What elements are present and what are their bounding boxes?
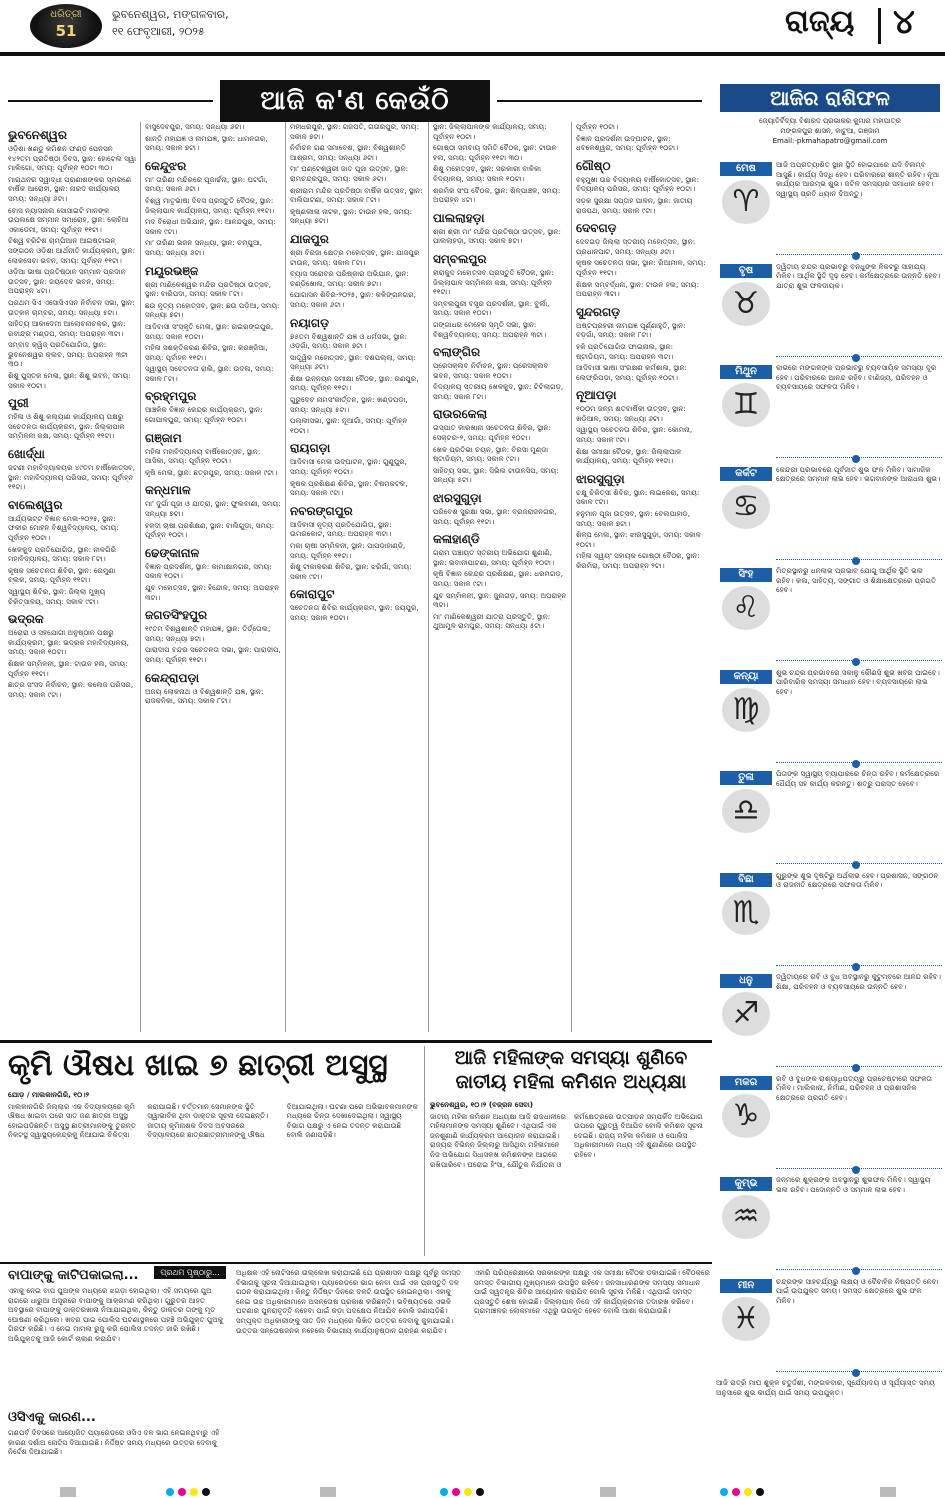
horoscope-byline [720, 116, 940, 146]
continued1-headline: ବାପାଙ୍କୁ କାଟିପକାଇଲା... [8, 1268, 139, 1283]
event-item: ବହୁମୁଖୀ ଉଚ୍ଚ ବିଦ୍ୟାଳୟ ବାର୍ଷିକୋତ୍ସବ, ସ୍ଥାନ: ବିଦ୍ୟାଳୟ ପରିସର, ସମୟ: ପୂର୍ବାହ୍ନ ୧୦ଟା। [576, 174, 700, 194]
sign-prediction: ଆଜି ଅପ୍ରତ୍ୟାଶିତ ସ୍ଥାନ ସ୍ଥିତି ହୋଇପାରେ ଯଦି ବିଲମ୍ବ ଆସୁଛି। କାର୍ଯ୍ୟ ସିଦ୍ଧି ହେବ। ପରିବାରରେ ଶାନ୍ତି ରହିବ। ନୂଆ କାର୍ଯ୍ୟର ଆରମ୍ଭ ଶୁଭ। ଜଟିଳ ସମସ୍ୟାର ସମାଧାନ ହେବ। ସ୍ୱାସ୍ଥ୍ୟ ପ୍ରତି ଧ୍ୟାନ ଦିଅନ୍ତୁ। [776, 160, 940, 198]
event-item: ଓଡ଼ିଶା ଖଣ୍ଡୁ କମିଶନ ଫଣ୍ଡ ପେନସନ ୧୪୨ତମ ପ୍ରତିଷ୍ଠା ଦିବସ, ସ୍ଥାନ: ହୋଟେଲ ସ୍ୱା ମାଲିଗୋ, ସମୟ: ପୂର୍ବାହ୍ନ ୧୦ଟା ୩୦। [8, 144, 136, 173]
district-heading: ରାଉରକେଲା [433, 407, 488, 422]
sign-prediction: ଦ୍ୱିତୀୟ ଚନ୍ଦ୍ର ପ୍ରଭାବରୁ ବନ୍ଧୁଙ୍କ ନିକଟରୁ ସାହାଯ୍ୟ ମିଳିବ। ଆର୍ଥିକ ସ୍ଥିତି ଦୃଢ଼ ହେବ। କର୍ମକ୍ଷେତ୍ରରେ ଉନ୍ନତି ହେବ। ଯାତ୍ରା ଶୁଭ ଫଳଦାୟକ। [776, 261, 941, 290]
event-item: ଆଦିବାସୀ ସଂସ୍କୃତି ମେଳା, ସ୍ଥାନ: ରାଇରଙ୍ଗପୁର, ସମୟ: ସକାଳ ୧୦ଟା। [145, 321, 274, 341]
district-heading: କେନ୍ଦ୍ରାପଡ଼ା [145, 670, 200, 685]
continued2-headline: ଓସିଏକୁ କାରଣ... [8, 1410, 96, 1425]
event-item: ମା' ଘଣ୍ଟେଶ୍ୱରୀ ଜାତ ପୂଜା ଉତ୍ସବ, ସ୍ଥାନ: ରାମଚନ୍ଦ୍ରପୁର, ସମୟ: ସକାଳ ୬ଟା। [290, 164, 409, 183]
district-heading: କନ୍ଧମାଳ [145, 483, 191, 498]
black-mark [476, 1488, 484, 1496]
sign-prediction: କେନ୍ଦ୍ରୀ ପ୍ରଭାବରେ ପୂର୍ବଜାତ ଶୁଭ ଫଳ ମିଳିବ। ସାମାଜିକ କ୍ଷେତ୍ରରେ ସମ୍ମାନ ଲାଭ ହେବ। ଭଗବାନଙ୍କ ଆରାଧନା ଶୁଭ। [776, 464, 941, 484]
district-heading: ଜଗତସିଂହପୁର [145, 608, 208, 623]
event-item: କୃଷକ ସଚେତନତା ସଭା, ସ୍ଥାନ: ରିଆମାଳ, ସମୟ: ପୂର୍ବାହ୍ନ ୧୧ଟା। [576, 258, 706, 277]
event-item: ଶିଳ୍ପ ମେଳା, ସ୍ଥାନ: ଝାରସୁଗୁଡ଼ା, ସମୟ: ସକାଳ ୧୦ଟା। [576, 530, 701, 549]
sign-name: କୁମ୍ଭ [720, 1177, 772, 1191]
sign-name: କନ୍ୟା [720, 670, 772, 684]
yellow-mark [744, 1488, 752, 1496]
separator-dot [852, 455, 860, 463]
event-item: କୃଷ୍ଣଲୀଳା ନାଟକ, ସ୍ଥାନ: ଟାଉନ ହଲ, ସମୟ: ସନ୍ଧ୍ୟା ୭ଟା। [290, 206, 413, 226]
event-item: ବ୍ୟାସ ସରୋବର ପରିଷ୍କାର ଅଭିଯାନ, ସ୍ଥାନ: ଚଣ୍ଡିଖୋଲ, ସମୟ: ସକାଳ ୭ଟା। [290, 269, 409, 288]
event-item: ପ୍ରଥମ ସିଏ ଏସୋସିଏସନ ନିର୍ବାଚନ ସଭା, ସ୍ଥାନ: ଉତ୍କଳ ଚାମ୍ବର, ସମୟ: ସନ୍ଧ୍ୟା ୫ଟା। [8, 297, 135, 317]
district-heading: ଗଞ୍ଜାମ [145, 430, 182, 445]
column-divider [140, 122, 141, 1032]
zodiac-icon: ♐ [722, 992, 770, 1036]
header-rule [0, 52, 945, 56]
event-item: ମହିଳା ଓ ଶିଶୁ କଲ୍ୟାଣ କାର୍ଯ୍ୟାଳୟ ପକ୍ଷରୁ ସଚେତନତା କାର୍ଯ୍ୟକ୍ରମ, ସ୍ଥାନ: ଜିଲ୍ଲାପାଳ ସମ୍ମିଳନୀ କକ୍ଷ, ସମୟ: ପୂର୍ବାହ୍ନ ୧୧ଟା। [8, 412, 125, 441]
zodiac-icon: ♏ [722, 891, 770, 935]
sign-name: ମକର [720, 1076, 772, 1090]
event-item: ସ୍ଥାନ: ଜିଲ୍ଲାପାଳଙ୍କ କାର୍ଯ୍ୟାଳୟ, ସମୟ: ପୂର୍ବାହ୍ନ ୧୦ଟା। [433, 122, 547, 141]
separator-dot [852, 1064, 860, 1072]
event-item: ବିଶ୍ୱ ବ୍ରିଟିଶ ଚାମ୍ପିଆନ ଆଇଷ୍ଟାଇନ୍ ସଙ୍ଗଠନ ଓଡ଼ିଶା ଆର୍ଥନୀତି କାର୍ଯ୍ୟକ୍ରମ, ସ୍ଥାନ: ଲୋକସେବା ଭବନ, ସମୟ: ପୂର୍ବାହ୍ନ ୧୧ଟା। [8, 236, 135, 265]
page-number: ୪ [893, 2, 915, 42]
sign-name: ସିଂହ [720, 568, 772, 582]
events-column-3 [290, 122, 424, 1034]
zodiac-icon: ♋ [722, 485, 770, 529]
district-heading: ନୟାଗଡ଼ [290, 315, 330, 330]
magenta-mark [178, 1488, 186, 1496]
sign-name: ମେଷ [720, 162, 772, 176]
print-bar [320, 1487, 336, 1497]
event-item: ସଡ଼କ ସୁରକ୍ଷା ସପ୍ତାହ ପାଳନ, ସ୍ଥାନ: ଜାତୀୟ ରାଜପଥ, ସମୟ: ସକାଳ ୯ଟା। [576, 195, 693, 215]
story1-byline: ଯୋଡ଼ / ମାଲକାନଗିରି, ୧୦।୨ [8, 1090, 90, 1099]
cyan-mark [166, 1488, 174, 1496]
district-heading: ରାୟଗଡ଼ା [290, 441, 331, 456]
separator-dot [852, 658, 860, 666]
events-column-5 [576, 122, 706, 1034]
zodiac-icon: ♉ [722, 282, 770, 326]
sign-prediction: ରବି ଓ ବୁଧଙ୍କ ରାଶ୍ୟାଧିପତ୍ୟରୁ ପ୍ରଚେଷ୍ଟାରେ ସଫଳତା ମିଳିବ। ମାଲିକାନା, ନିର୍ମାଣ, ପରିବହନ ଓ ପ୍ରଶାସନିକ କ୍ଷେତ୍ରରେ ପ୍ରଗତି ହେବ। [776, 1073, 933, 1102]
event-item: ସଚେତନତା ଶିବିର କାର୍ଯ୍ୟକ୍ରମ, ସ୍ଥାନ: ଜୟପୁର, ସମୟ: ସକାଳ ୧୦ଟା। [290, 603, 419, 622]
story2-byline: ଭୁବନେଶ୍ୱର, ୧୦।୨ (ବଜ୍ରନ ସେବା) [430, 1100, 534, 1109]
heading-rule-left [8, 100, 213, 102]
event-item: ମହୀଧରପୁର, ସ୍ଥାନ: ଗଜପତି, ଗଉରପୁର, ସମୟ: ସକାଳ ୭ଟା। [290, 122, 420, 141]
district-heading: ଭଦ୍ରକ [8, 612, 44, 627]
sign-prediction: ଲାଭରେ ମଙ୍ଗଳଙ୍କ ପ୍ରଭାବରୁ ବ୍ୟବସାୟିକ ସମସ୍ୟା ଦୂର ହେବ। ପରିବାରରେ ଆନନ୍ଦ ରହିବ। ବାଣିଜ୍ୟ, ପରିବହନ ଓ ବ୍ୟବସାୟରେ ସଫଳତା ମିଳିବ। [776, 363, 937, 392]
zodiac-icon: ♊ [722, 383, 770, 427]
story2-body-wrap [430, 1100, 710, 1258]
event-item: ବୋସ ନ୍ୟାସନାଲ ସୋସାଇଟି ମାନଙ୍କ ଉପଲକ୍ଷେ ସମ୍ମାନ ସମାରୋହ, ସ୍ଥାନ: ଲୋହିଆ ଏକାଡେମୀ, ସମୟ: ପୂର୍ବାହ୍ନ ୧୧ଟା। [8, 205, 129, 234]
separator-dot [852, 557, 860, 565]
sign-name: କର୍କଟ [720, 467, 772, 481]
event-item: ମଦ ବିରୋଧୀ ଅଭିଯାନ, ସ୍ଥାନ: ଆନନ୍ଦପୁର, ସମୟ: ସକାଳ ୯ଟା। [145, 217, 276, 236]
story4-body: ଏହାରି ପରିପ୍ରେକ୍ଷୀରେ ସରକାରଙ୍କ ପକ୍ଷରୁ ଏକ ସମୀକ୍ଷା ବୈଠକ ଡକାଯାଇଛି। ବୈଠକରେ ସମସ୍ତ ବିଭାଗୀୟ ମୁଖ୍ୟମାନେ ଉପସ୍ଥିତ ରହିବେ। ଜନସାଧାରଣଙ୍କ ସମସ୍ୟା ସମାଧାନ ପାଇଁ ସ୍ୱତନ୍ତ୍ର ଶିବିର ଆୟୋଜନ କରାଯିବ ବୋଲି ସୂଚନା ମିଳିଛି। ଏଥିପାଇଁ ସମସ୍ତ ପ୍ରସ୍ତୁତି ଶେଷ ହୋଇଛି। ଜିଲ୍ଲାପାଳ ନିଜେ ଏହି କାର୍ଯ୍ୟକ୍ରମର ତଦାରଖ କରିବେ। ଗ୍ରାମାଞ୍ଚଳର ଲୋକମାନେ ଏଥିରୁ ଉପକୃତ ହେବେ ବୋଲି ଆଶା କରାଯାଉଛି। [474, 1268, 710, 1316]
horoscope-sign [716, 1175, 944, 1275]
dateline-place: ଭୁବନେଶ୍ୱର, ମଙ୍ଗଳବାର, [112, 8, 229, 21]
print-marks [0, 1470, 945, 1498]
event-item: ଅଜୟ ଲୋକନାଥ ଓ ବିଶ୍ୱଶାନ୍ତି ଯଜ୍ଞ, ସ୍ଥାନ: ରାଜକନିକା, ସମୟ: ସକାଳ ୮ଟା। [145, 686, 264, 706]
horoscope-title: ଆଜିର ରାଶିଫଳ [720, 84, 940, 112]
event-item: ଛଉ ନୃତ୍ୟ ମହୋତ୍ସବ, ସ୍ଥାନ: ଛଉ ପଡ଼ିଆ, ସମୟ: ସନ୍ଧ୍ୟା ୭ଟା। [145, 300, 280, 320]
story2-headline: ଆଜି ମହିଳାଙ୍କ ସମସ୍ୟା ଶୁଣିବେ ଜାତୀୟ ମହିଳା କମିଶନ ଅଧ୍ୟକ୍ଷା [454, 1047, 688, 1093]
stories-rule [0, 1040, 712, 1043]
event-item: ଶ୍ରୀ ଶ୍ରୀ ମା' ମନ୍ଦିର ପ୍ରତିଷ୍ଠା ଉତ୍ସବ, ସ୍ଥାନ: ପାଲଲାହଡ଼ା, ସମୟ: ସକାଳ ୭ଟା। [433, 226, 561, 246]
continued-rule [0, 1262, 712, 1264]
event-item: ଗ୍ରାମ ପଞ୍ଚାୟତ ସ୍ତରୀୟ ଅଭିଯୋଗ ଶୁଣାଣି, ସ୍ଥାନ: ଭବାନୀପାଟଣା, ସମୟ: ପୂର୍ବାହ୍ନ ୧୦ଟା। [433, 548, 555, 567]
event-item: ବିଜ୍ଞାନ ପ୍ରଦର୍ଶନୀ ଉଦ୍‌ଘାଟନ, ସ୍ଥାନ: ଧବଳେଶ୍ୱର, ସମୟ: ପୂର୍ବାହ୍ନ ୧୦ଟା। [576, 133, 679, 153]
event-item: ଶାନ୍ତି ମହାଯଜ୍ଞ ଓ ନାମଯଜ୍ଞ, ସ୍ଥାନ: ଧାମନଗର, ସମୟ: ସକାଳ ୭ଟା। [145, 133, 268, 153]
sign-prediction: ଶୁଭ ଚନ୍ଦ୍ର ପ୍ରଭାବରେ ସକାଳୁ କୌଣସି ଶୁଭ ଖବର ପାଇବେ। ପାରିବାରିକ ସମସ୍ୟା ସମାଧାନ ହେବ। ବ୍ୟବସାୟରେ ଲାଭ ହେବ। [776, 667, 940, 696]
district-heading: ନବରଙ୍ଗପୁର [290, 503, 353, 518]
event-item: ମକା ଚାଷୀ ସମ୍ମିଳନୀ, ସ୍ଥାନ: ପାପଡ଼ାହାଣ୍ଡି, ସମୟ: ପୂର୍ବାହ୍ନ ୧୧ଟା। [290, 541, 406, 560]
event-item: ସ୍ୱାସ୍ଥ୍ୟ ଶିବିର, ସ୍ଥାନ: ଜିଲ୍ଲା ମୁଖ୍ୟ ଚିକିତ୍ସାଳୟ, ସମୟ: ସକାଳ ୯ଟା। [8, 586, 106, 606]
sign-name: ମିଥୁନ [720, 365, 772, 379]
event-item: ଗୋଷ୍ଠୀ ସମବାୟ ସମିତି ବୈଠକ, ସ୍ଥାନ: ଟାଉନ ହଲ, ସମୟ: ପୂର୍ବାହ୍ନ ୧୧ଟା ୩୦। [433, 143, 557, 162]
event-item: ମା' ତାରିଣୀ ମନ୍ଦିରରେ ପୂଜାର୍ଚ୍ଚନା, ସ୍ଥାନ: ଘଟଗାଁ, ସମୟ: ସକାଳ ୬ଟା। [145, 174, 268, 194]
main-heading: ଆଜି କ'ଣ କେଉଁଠି [220, 80, 490, 122]
heading-rule-right [497, 100, 702, 102]
event-item: ମହିଳା ମହାବିଦ୍ୟାଳୟ ବାର୍ଷିକୋତ୍ସବ, ସ୍ଥାନ: ଆସିକା, ସମୟ: ପୂର୍ବାହ୍ନ ୧୦ଟା। [145, 446, 261, 466]
district-heading: ପାଲଲାହଡ଼ା [433, 210, 485, 225]
event-item: ପୂର୍ବାହ୍ନ ୧୦ଟା। [576, 122, 619, 131]
story1-body-wrap [8, 1090, 418, 1258]
separator-dot [852, 1267, 860, 1275]
event-item: ସାହିତ୍ୟ ଆକାଦେମୀ ଆଲୋଚନାଚକ୍ର, ସ୍ଥାନ: ରବୀନ୍ଦ୍ର ମଣ୍ଡପ, ସମୟ: ଅପରାହ୍ନ ୩ଟା। [8, 319, 126, 338]
event-item: ଶିକ୍ଷକ ସମ୍ମିଳନୀ, ସ୍ଥାନ: ଟାଉନ ହଲ, ସମୟ: ପୂର୍ବାହ୍ନ ୧୧ଟା। [8, 658, 128, 678]
horoscope-sign [716, 566, 944, 666]
dateline [112, 6, 229, 40]
column-divider [424, 1046, 425, 1256]
events-column-2 [145, 122, 281, 1034]
dateline-date: ୧୧ ଫେବୃଆରୀ, ୨୦୨୫ [112, 25, 205, 38]
zodiac-icon: ♑ [722, 1094, 770, 1138]
black-mark [756, 1488, 764, 1496]
sign-name: ବିଛା [720, 873, 772, 887]
event-item: ଆଦିବାସୀ ମେଳା ଉଦ୍‌ଘାଟନ, ସ୍ଥାନ: ଗୁଣୁପୁର, ସମୟ: ପୂର୍ବାହ୍ନ ୧୦ଟା। [290, 457, 407, 477]
event-item: କୃଷକ ପ୍ରଶିକ୍ଷଣ ଶିବିର, ସ୍ଥାନ: ବିଷମକଟକ, ସମୟ: ସକାଳ ୯ଟା। [290, 478, 408, 498]
event-item: ଓଡ଼ିଆ ଭାଷା ପ୍ରତିଷ୍ଠାନ ସମ୍ମାନ ପ୍ରଦାନ ଉତ୍ସବ, ସ୍ଥାନ: ଜୟଦେବ ଭବନ, ସମୟ: ଅପରାହ୍ନ ୪ଟା। [8, 267, 126, 296]
story2-body: ଜାତୀୟ ମହିଳା କମିଶନ ଅଧ୍ୟକ୍ଷା ଆଜି ରାଜଧାନୀରେ ମହିଳାମାନଙ୍କ ସମସ୍ୟା ଶୁଣିବେ। ଏଥିପାଇଁ ଏକ ଜନଶୁଣାଣି କାର୍ଯ୍ୟକ୍ରମ ଆୟୋଜନ କରାଯାଇଛି। ରାଜ୍ୟର ବିଭିନ୍ନ ଜିଲ୍ଲାରୁ ଆସିଥିବା ମହିଳାମାନେ ନିଜ ଅଭିଯୋଗ ସିଧାସଳଖ କମିଶନଙ୍କ ଆଗରେ ରଖିପାରିବେ। ଘରୋଇ ହିଂସା, ଯୌତୁକ ନିର୍ଯାତନା ଓ କର୍ମକ୍ଷେତ୍ରରେ ଉତ୍ପୀଡ଼ନ ସମ୍ପର୍କିତ ଅଭିଯୋଗ ଉପରେ ଗୁରୁତ୍ୱ ଦିଆଯିବ ବୋଲି କମିଶନ ସୂଚନା ଦେଇଛି। ରାଜ୍ୟ ମହିଳା କମିଶନ ଓ ପୋଲିସ ଅଧିକାରୀମାନେ ମଧ୍ୟ ଏହି ଶୁଣାଣିରେ ଉପସ୍ଥିତ ରହିବେ। [430, 1111, 703, 1169]
event-item: ମା' ତାରିଣୀ ଭଜନ ସନ୍ଧ୍ୟା, ସ୍ଥାନ: ଚମ୍ପୁଆ, ସମୟ: ସନ୍ଧ୍ୟା ୬ଟା। [145, 238, 263, 257]
continued1-body: ଏହାକୁ ନେଇ ବାପ ପୁଅଙ୍କ ମଧ୍ୟରେ ଝଗଡ଼ା ହୋଇଥିଲା। ଏହି ସମୟରେ ପୁଅ ରାଗରେ ଧାରୁଆ ଅସ୍ତ୍ରରେ ବାପାଙ୍କୁ ଆକ୍ରମଣ କରିଥିଲା। ଗୁରୁତର ଆହତ ଅବସ୍ଥାରେ ବାପାଙ୍କୁ ଡାକ୍ତରଖାନା ନିଆଯାଇଥିଲା, କିନ୍ତୁ ଡାକ୍ତର ତାଙ୍କୁ ମୃତ ଘୋଷଣା କରିଥିଲେ। ଖବର ପାଇ ପୋଲିସ ଘଟଣାସ୍ଥଳରେ ପହଞ୍ଚି ଅଭିଯୁକ୍ତ ପୁଅକୁ ଗିରଫ କରିଛି। ଏ ନେଇ ମାମଲା ରୁଜୁ କରି ପୋଲିସ ତଦନ୍ତ ଜାରି ରଖିଛି। ଅଭିଯୁକ୍ତକୁ ଆଜି କୋର୍ଟ ଚାଲାଣ କରାଯିବ। [8, 1286, 224, 1343]
event-item: ଶିଶୁ ମହୋତ୍ସବ, ସ୍ଥାନ: ସରକାରୀ ବାଳିକା ବିଦ୍ୟାଳୟ, ସମୟ: ସକାଳ ୧୦ଟା। [433, 164, 542, 183]
separator-dot [852, 252, 860, 260]
district-heading: ଝାରସୁଗୁଡ଼ା [433, 491, 482, 506]
column-divider [285, 122, 286, 1032]
event-item: ଶିକ୍ଷା ସମୀକ୍ଷା ବୈଠକ, ସ୍ଥାନ: ଜିଲ୍ଲାପାଳ କାର୍ଯ୍ୟାଳୟ, ସମୟ: ପୂର୍ବାହ୍ନ ୧୧ଟା। [576, 446, 682, 466]
zodiac-icon: ♒ [722, 1195, 770, 1239]
event-item: ଶ୍ରୀରାମ ମନ୍ଦିର ପ୍ରତିଷ୍ଠା ବାର୍ଷିକ ଉତ୍ସବ, ସ୍ଥାନ: ବାଲିପାଟଣା, ସମୟ: ସକାଳ ୮ଟା। [290, 185, 423, 205]
district-heading: କଳାହାଣ୍ଡି [433, 532, 480, 547]
district-heading: ବ୍ରହ୍ମପୁର [145, 389, 197, 404]
yellow-mark [190, 1488, 198, 1496]
event-item: ହକି ପ୍ରତିଯୋଗିତା ଫାଇନାଲ, ସ୍ଥାନ: ଷ୍ଟାଡିୟମ, ସମୟ: ଅପରାହ୍ନ ୩ଟା। [576, 341, 674, 361]
horoscope-sign [716, 871, 944, 971]
event-item: ଶ୍ରୀ ବିରଜା କ୍ଷେତ୍ର ମହୋତ୍ସବ, ସ୍ଥାନ: ଯାଜପୁର ଟାଉନ, ସମୟ: ସକାଳ ୮ଟା। [290, 247, 420, 267]
sign-prediction: ଜନ୍ମରେ ଶୁକ୍ରଙ୍କ ଅବସ୍ଥାନରୁ ଶୁଭଫଳ ମିଳିବ। ସ୍ୱାସ୍ଥ୍ୟ ଭଲ ରହିବ। ପଦୋନ୍ନତି ଓ ସମ୍ମାନ ଲାଭ ହେବ। [776, 1175, 931, 1194]
events-column-4 [433, 122, 567, 1034]
event-item: ପଲ୍ଲୀସଭା, ସ୍ଥାନ: ନୂଆଗାଁ, ସମୟ: ପୂର୍ବାହ୍ନ ୧୦ଟା। [290, 416, 408, 435]
district-heading: ଦେବଗଡ଼ [576, 221, 617, 236]
separator-dot [852, 1166, 860, 1174]
events-column-1 [8, 122, 136, 1034]
district-heading: ବାଲେଶ୍ୱର [8, 497, 63, 512]
district-heading: ସମ୍ବଲପୁର [433, 251, 487, 266]
separator-dot [852, 1369, 860, 1377]
district-heading: ଝାରସୁଗୁଡ଼ା [576, 471, 625, 486]
event-item: ଶିଶୁ ଟୀକାକରଣ ଶିବିର, ସ୍ଥାନ: ଝରିଗାଁ, ସମୟ: ସକାଳ ୯ଟା। [290, 562, 412, 581]
horoscope-sign [716, 1277, 944, 1377]
separator-dot [852, 861, 860, 869]
event-item: ମାରାଥନର ସ୍ୱାଦ୍ଧୀ ପ୍ରାଣୀଶଙ୍କର ସ୍ମରଣେ ବାର୍ଷିକ ଆରୋହୀ, ସ୍ଥାନ: ନାରଦ କାର୍ଯ୍ୟାଳୟ ସମୟ: ସନ୍ଧ୍ୟା ୬ଟା। [8, 174, 132, 203]
event-item: ହଳଦୀ ଚାଷୀ ପ୍ରଶିକ୍ଷଣ, ସ୍ଥାନ: ବାଲିଗୁଡ଼ା, ସମୟ: ପୂର୍ବାହ୍ନ ୧୦ଟା। [145, 520, 275, 540]
print-bar [600, 1487, 616, 1497]
astrologer-address: ମଙ୍ଗଳପୁର ଶାସନ, କାଟୁଆ, ଗଞ୍ଜାମ [780, 127, 880, 135]
astrologer-name: ଜ୍ୟୋତିର୍ବିଦ୍ୟା ବିଶାରଦ ପ୍ରଭାକର କୁମାର ମହାପାତ୍ର [759, 117, 901, 125]
print-bar [880, 1487, 896, 1497]
event-item: ଶ୍ରୀ ମାଣିକେଶ୍ୱର ମନ୍ଦିର ପ୍ରତିଷ୍ଠା ଉତ୍ସବ, ସ୍ଥାନ: ବାରିପଦା, ସମୟ: ସକାଳ ୮ଟା। [145, 279, 272, 299]
yellow-mark [464, 1488, 472, 1496]
zodiac-icon: ♓ [722, 1297, 770, 1341]
continued-tag: ପ୍ରଥମ ପୃଷ୍ଠାରୁ... [154, 1266, 226, 1279]
sign-prediction: ପିତାଙ୍କ ସ୍ୱାସ୍ଥ୍ୟ ବ୍ୟାପାରରେ ଚିନ୍ତା ରହିବ। କର୍ମକ୍ଷେତ୍ରରେ ଧୈର୍ଯ୍ୟ ସହ କାର୍ଯ୍ୟ କରନ୍ତୁ। ଶତ୍ରୁ ପରାସ୍ତ ହେବେ। [776, 769, 940, 788]
event-item: ଆଞ୍ଚଳିକ ବିଜ୍ଞାନ କେନ୍ଦ୍ର କାର୍ଯ୍ୟକ୍ରମ, ସ୍ଥାନ: ଗୋପାଳପୁର, ସମୟ: ପୂର୍ବାହ୍ନ ୧୦ଟା। [145, 405, 263, 425]
event-item: ହନୁମାନ ପୂଜା ଉତ୍ସବ, ସ୍ଥାନ: ବେଲପାହାଡ଼, ସମୟ: ସକାଳ ୭ଟା। [576, 509, 691, 528]
separator-dot [852, 354, 860, 362]
event-item: ୭୫ତମ ବିଶ୍ୱଶାନ୍ତି ଯଜ୍ଞ ଓ ଧର୍ମସଭା, ସ୍ଥାନ: ଓଡ଼଼ଗାଁ, ସମୟ: ସକାଳ ୭ଟା। [290, 331, 408, 351]
event-item: ମହିଳା ସ୍ୱୟଂ ସହାୟକ ଗୋଷ୍ଠୀ ବୈଠକ, ସ୍ଥାନ: କିରମିରା, ସମୟ: ଅପରାହ୍ନ ୨ଟା। [576, 551, 700, 570]
district-heading: ନୂଆପଡ଼ା [576, 388, 617, 403]
zodiac-icon: ♍ [722, 688, 770, 732]
continued2-body: ଗଣପର୍ବ ଦିବସରେ ଆୟୋଜିତ ପ୍ୟାରେଡରେ ଓସିଏ ଦଳ ଭାଗ ନେଇନଥିବାରୁ ଏହି କାରଣ ଦର୍ଶାଅ ନୋଟିସ ଦିଆଯାଇଛି। ନିର୍ଦ୍ଦିଷ୍ଟ ସମୟ ମଧ୍ୟରେ ଉତ୍ତର ଦେବାକୁ ନିର୍ଦ୍ଦେଶ ଦିଆଯାଇଛି। [8, 1428, 220, 1457]
event-item: ଇସ୍ପାତ କାରଖାନା ସଚେତନତା ଶିବିର, ସ୍ଥାନ: ସେକ୍ଟର-୨, ସମୟ: ପୂର୍ବାହ୍ନ ୧୦ଟା। [433, 423, 551, 443]
event-item: ବାସୁଦେବପୁର, ସମୟ: ସନ୍ଧ୍ୟା ୬ଟା। [145, 122, 245, 131]
event-item: ଯୁବ ମହୋତ୍ସବ, ସ୍ଥାନ: ହିନ୍ଦୋଳ, ସମୟ: ଅପରାହ୍ନ ୩ଟା। [145, 583, 280, 602]
district-heading: ଯାଜପୁର [290, 231, 329, 246]
event-item: ସାହିତ୍ୟ ସଭା, ସ୍ଥାନ: ସିଭିଲ ଟାଉନସିପ, ସମୟ: ସନ୍ଧ୍ୟା ୫ଟା। [433, 465, 559, 485]
district-heading: ଖୋର୍ଦ୍ଧା [8, 447, 45, 462]
event-item: ନିର୍ବାଚନ ଗଣ ସମାବେଶ, ସ୍ଥାନ: ବିଶ୍ୱଶାନ୍ତି ଆଶ୍ରମ, ସମୟ: ସନ୍ଧ୍ୟା ୬ଟା। [290, 143, 406, 162]
event-item: ଜଟଣୀ ମହାବିଦ୍ୟାଳୟର ୪୯ତମ ବାର୍ଷିକୋତ୍ସବ, ସ୍ଥାନ: ମହାବିଦ୍ୟାଳୟ ପରିସର, ସମୟ: ପୂର୍ବାହ୍ନ ୧୧ଟା। [8, 463, 136, 492]
cyan-mark [720, 1488, 728, 1496]
event-item: ଅରୋରା ଓ ସହଯୋଗୀ ଅନୁଷ୍ଠାନ ପକ୍ଷରୁ କାର୍ଯ୍ୟକ୍ରମ, ସ୍ଥାନ: ଭଦ୍ରକ ମହାବିଦ୍ୟାଳୟ, ସମୟ: ସକାଳ ୧୦ଟା। [8, 628, 129, 657]
district-heading: ଗୌଷ୍ଠ [576, 158, 611, 173]
sign-prediction: ଗୁରୁଙ୍କ ଶୁଭ ଦୃଷ୍ଟିରୁ ଅର୍ଥଲାଭ ହେବ। ପ୍ରଶାସନ, ସଙ୍ଗଠନ ଓ ରାଜନୀତି କ୍ଷେତ୍ରରେ ସଫଳତା ମିଳିବ। [776, 870, 939, 890]
black-mark [202, 1488, 210, 1496]
event-item: ସାତ୍ତ୍ୱିକ ମହୋତ୍ସବ, ସ୍ଥାନ: ଦଶପଲ୍ଲା, ସମୟ: ସନ୍ଧ୍ୟା ୬ଟା। [290, 352, 416, 372]
event-item: ବିଜ୍ଞାନ ପ୍ରଦର୍ଶନୀ, ସ୍ଥାନ: କାମାକ୍ଷାନଗର, ସମୟ: ସକାଳ ୧୦ଟା। [145, 561, 272, 581]
print-bar [60, 1487, 76, 1497]
magenta-mark [732, 1488, 740, 1496]
event-item: ୧୯ତମ ବିଶ୍ୱଶାନ୍ତି ମହାଯଜ୍ଞ, ସ୍ଥାନ: ତିର୍ତ୍ତୋଲ, ସମୟ: ସନ୍ଧ୍ୟା ୭ଟା। [145, 624, 271, 643]
sign-prediction: ମିତ୍ରସ୍ଥାନରୁ ଧନଲାଭ ପ୍ରଭାବ ଯୋଗୁ ଆର୍ଥିକ ସ୍ଥିତି ଭଲ ରହିବ। କଳା, ସାହିତ୍ୟ, ସଙ୍ଗୀତ ଓ ଶିକ୍ଷାକ୍ଷେତ୍ରରେ ପ୍ରଗତି ହେବ। [776, 566, 937, 595]
logo-text: ଧରିତ୍ରୀ [50, 9, 82, 20]
event-item: ଆଦିବାସୀ ଭାଷା ସଂରକ୍ଷଣ କର୍ମଶାଳା, ସ୍ଥାନ: ଲେଫ୍ରିପଡ଼ା, ସମୟ: ପୂର୍ବାହ୍ନ ୧୦ଟା। [576, 363, 687, 382]
event-item: ପ୍ରେସକ୍ଲବ ନିର୍ବାଚନ, ସ୍ଥାନ: ପ୍ରେସକ୍ଲବ ଭବନ, ସମୟ: ସକାଳ ୧୦ଟା। [433, 361, 549, 380]
event-item: ଗଙ୍ଗାଧର ମେହେର ସ୍ମୃତି ସଭା, ସ୍ଥାନ: ବିଶ୍ୱବିଦ୍ୟାଳୟ, ସମୟ: ଅପରାହ୍ନ ୩ଟା। [433, 319, 547, 339]
horoscope-sign [716, 262, 944, 362]
event-item: ଶିକ୍ଷକ ସମ୍ବର୍ଦ୍ଧନା, ସ୍ଥାନ: ଟାଉନ ହଲ, ସମୟ: ଅପରାହ୍ନ ୩ଟା। [576, 279, 700, 299]
sign-name: ତୁଳା [720, 771, 772, 785]
event-item: ମହିଳା ସଶକ୍ତିକରଣ ଶିବିର, ସ୍ଥାନ: କରଞ୍ଜିଆ, ସମୟ: ପୂର୍ବାହ୍ନ ୧୧ଟା। [145, 343, 268, 362]
event-item: ହୀରାକୁଦ ମହୋତ୍ସବ ପ୍ରସ୍ତୁତି ବୈଠକ, ସ୍ଥାନ: ଜିଲ୍ଲାପାଳ ସମ୍ମିଳନୀ କକ୍ଷ, ସମୟ: ପୂର୍ବାହ୍ନ ୧୧ଟା। [433, 267, 554, 297]
event-item: ଅଷ୍ଟପ୍ରହରୀ ନାମଯଜ୍ଞ ପୂର୍ଣ୍ଣାହୁତି, ସ୍ଥାନ: ବଡ଼ଗାଁ, ସମୟ: ସକାଳ ୮ଟା। [576, 320, 686, 340]
horoscope-footer: ଆଜି ରାତ୍ରି ମାଘ ଶୁକ୍ଳ ଚତୁର୍ଦ୍ଦଶୀ, ମଙ୍ଗଳବାର, ସୂର୍ଯ୍ୟୋଦୟ ଓ ସୂର୍ଯ୍ୟାସ୍ତ ସମୟ ଅନୁସାରେ ଶୁଭ କାର୍ଯ୍ୟ ପାଇଁ ସମୟ ଉପଯୁକ୍ତ। [716, 1378, 935, 1397]
zodiac-icon: ♎ [722, 789, 770, 833]
event-item: ଆଦିବାସୀ ନୃତ୍ୟ ପ୍ରତିଯୋଗିତା, ସ୍ଥାନ: ଉମରକୋଟ, ସମୟ: ଅପରାହ୍ନ ୩ଟା। [290, 519, 392, 539]
sign-prediction: ଦ୍ୱିତୀୟରେ ରବି ଓ ବୁଧ ଅବସ୍ଥାନରୁ କୁଟୁମ୍ବରେ ଆନନ୍ଦ ରହିବ। ଶିକ୍ଷା, ପରିବହନ ଓ ବ୍ୟବସାୟରେ ଉନ୍ନତି ହେବ। [776, 972, 942, 991]
event-item: କୃଷକ ସଚେତନତା ଶିବିର, ସ୍ଥାନ: ରେମୁଣା ବ୍ଲକ, ସମୟ: ପୂର୍ବାହ୍ନ ୧୧ଟା। [8, 565, 116, 585]
divider [878, 8, 881, 44]
event-item: ଖେଳ ପ୍ରତିଭା ଚୟନ, ସ୍ଥାନ: ବିରସା ମୁଣ୍ଡା ଷ୍ଟାଡିୟମ, ସମୟ: ସକାଳ ୯ଟା। [433, 444, 549, 464]
event-item: ପରିବେଶ ସୁରକ୍ଷା ସଭା, ସ୍ଥାନ: ବ୍ରଜରାଜନଗର, ସମୟ: ପୂର୍ବାହ୍ନ ୧୧ଟା। [433, 507, 557, 526]
event-item: ମା' ଦୁର୍ଗା ପୂଜା ଓ ଯାତ୍ରା, ସ୍ଥାନ: ଫୁଲବାଣୀ, ସମୟ: ସନ୍ଧ୍ୟା ୭ଟା। [145, 499, 281, 519]
column-divider [571, 122, 572, 1032]
column-divider [428, 122, 429, 1032]
district-heading: ପୁରୀ [8, 396, 29, 411]
event-item: ସମ୍ବଲପୁରୀ ବସ୍ତ୍ର ପ୍ରଦର୍ଶନୀ, ସ୍ଥାନ: ବୁର୍ଲା, ସମୟ: ସକାଳ ୧୦ଟା। [433, 298, 550, 318]
event-item: ଦେବଗଡ଼ ଜିଲ୍ଲା ସ୍ତରୀୟ ମହୋତ୍ସବ, ସ୍ଥାନ: ପ୍ରଧାନପାଟ, ସମୟ: ସନ୍ଧ୍ୟା ୬ଟା। [576, 237, 696, 256]
zodiac-icon: ♈ [722, 180, 770, 224]
horoscope-sign [716, 160, 944, 260]
event-item: ବିଶ୍ୱ ମାତୃଭାଷା ଦିବସ ପ୍ରସ୍ତୁତି ବୈଠକ, ସ୍ଥାନ: ଜିଲ୍ଲାପାଳ କାର୍ଯ୍ୟାଳୟ, ସମୟ: ପୂର୍ବାହ୍ନ ୧୧ଟା। [145, 195, 275, 215]
sign-name: ବୃଷ [720, 264, 772, 278]
district-heading: ବଲାଙ୍ଗିର [433, 345, 481, 360]
horoscope-sign [716, 769, 944, 869]
magenta-mark [452, 1488, 460, 1496]
event-item: ଛାତ୍ର ସଂସଦ ନିର୍ବାଚନ, ସ୍ଥାନ: କଲେଜ ପରିସର, ସମୟ: ସକାଳ ୯ଟା। [8, 680, 134, 699]
district-heading: କେନ୍ଦୁଝର [145, 158, 187, 173]
event-item: ପାରାଦୀପ ବନ୍ଦର ସଚେତନତା ସଭା, ସ୍ଥାନ: ପାରାଦୀପ, ସମୟ: ପୂର୍ବାହ୍ନ ୧୧ଟା। [145, 645, 281, 664]
event-item: ଖେଳକୁଦ ପ୍ରତିଯୋଗିତା, ସ୍ଥାନ: ନୀଳଗିରି ମହାବିଦ୍ୟାଳୟ, ସମୟ: ସକାଳ ୮ଟା। [8, 544, 117, 564]
astrologer-email: Email:-pkmahapatro@gmail.com [772, 137, 888, 145]
event-item: କୃଷି ବିଜ୍ଞାନ କେନ୍ଦ୍ର ପ୍ରଶିକ୍ଷଣ, ସ୍ଥାନ: ଧରମଗଡ଼, ସମୟ: ସକାଳ ୯ଟା। [433, 569, 564, 588]
horoscope-sign [716, 972, 944, 1072]
event-item: ସମ୍ବାଦ କ୍ୱିଜ୍ ପ୍ରତିଯୋଗିତା, ସ୍ଥାନ: ଭୁବନେଶ୍ୱର କ୍ଲବ, ସମୟ: ଅପରାହ୍ନ ୩ଟା ୩୦। [8, 340, 128, 369]
sign-name: ଧନୁ [720, 974, 772, 988]
sign-name: ମୀନ [720, 1279, 772, 1293]
sign-prediction: ଚନ୍ଦ୍ରଙ୍କ ସାହଚର୍ଯ୍ୟରୁ ଲକ୍ଷ୍ୟ ଓ ବୈବାହିକ ନିଷ୍ପତ୍ତି ନେବା ପାଇଁ ଉପଯୁକ୍ତ ସମୟ। ସମସ୍ତ କ୍ଷେତ୍ରରେ ଶୁଭ ଫଳ ମିଳିବ। [776, 1276, 939, 1305]
horoscope-sign [716, 1074, 944, 1174]
district-heading: ମୟୂରଭଞ୍ଜ [145, 263, 199, 278]
event-item: ମା' ମାଣିକେଶ୍ୱରୀ ଯାତ୍ରା ପ୍ରସ୍ତୁତି, ସ୍ଥାନ: ଥୁଆମୁଳ ରାମପୁର, ସମୟ: ସନ୍ଧ୍ୟା ୫ଟା। [433, 611, 551, 631]
newspaper-logo [30, 4, 102, 48]
event-item: ଶ୍ରମିକ ସଂଘ ବୈଠକ, ସ୍ଥାନ: ଶିଳ୍ପାଞ୍ଚଳ, ସମୟ: ଅପରାହ୍ନ ୪ଟା। [433, 185, 561, 205]
story1-headline: କୃମି ଔଷଧ ଖାଇ ୭ ଛାତ୍ରୀ ଅସୁସ୍ଥ [8, 1048, 388, 1083]
district-heading: କୋରାପୁଟ [290, 587, 335, 602]
horoscope-sign [716, 668, 944, 768]
horoscope-sign [716, 363, 944, 463]
separator-dot [852, 963, 860, 971]
event-item: ଚକ୍ଷୁ ଚିକିତ୍ସା ଶିବିର, ସ୍ଥାନ: ଲଇକେରା, ସମୟ: ସକାଳ ୯ଟା। [576, 487, 700, 507]
event-item: ଶିକ୍ଷା ଉନ୍ନୟନ ସମୀକ୍ଷା ବୈଠକ, ସ୍ଥାନ: ରଣପୁର, ସମୟ: ପୂର୍ବାହ୍ନ ୧୧ଟା। [290, 373, 419, 393]
event-item: ଶିଶୁ ପୁସ୍ତକ ମେଳା, ସ୍ଥାନ: ଶିଶୁ ଭବନ, ସମୟ: ସକାଳ ୧୦ଟା। [8, 371, 131, 390]
horoscope-sign [716, 465, 944, 565]
event-item: ସ୍ୱାସ୍ଥ୍ୟ ସଚେତନତା ରାଲି, ସ୍ଥାନ: ଉଦଳା, ସମୟ: ସକାଳ ୮ଟା। [145, 364, 274, 383]
event-item: ବିଦ୍ୟାଳୟ ସ୍ତରୀୟ ଖେଳକୁଦ, ସ୍ଥାନ: ଟିଟିଲାଗଡ଼, ସମୟ: ସକାଳ ୮ଟା। [433, 382, 564, 401]
event-item: ଯୋଗାସନ ଶିବିର-୨୦୨୫, ସ୍ଥାନ: କଳିଙ୍ଗନଗର, ସମୟ: ସକାଳ ୬ଟା। [290, 290, 416, 309]
event-item: ଆର୍ଯ୍ୟଭଟ୍ଟ ବିଜ୍ଞାନ ମେଳା-୨୦୨୫, ସ୍ଥାନ: ଫକୀର ମୋହନ ବିଶ୍ୱବିଦ୍ୟାଳୟ, ସମୟ: ପୂର୍ବାହ୍ନ ୧୦ଟା। [8, 513, 119, 542]
story1-body: ମାଲକାନଗିରି ଜିଲ୍ଲାର ଏକ ବିଦ୍ୟାଳୟରେ କୃମି ଔଷଧ ଖାଇବା ପରେ ସାତ ଜଣ ଛାତ୍ରୀ ଅସୁସ୍ଥ ହୋଇପଡ଼ିଛନ୍ତି। ଅସୁସ୍ଥ ଛାତ୍ରୀମାନଙ୍କୁ ତୁରନ୍ତ ନିକଟସ୍ଥ ସ୍ୱାସ୍ଥ୍ୟକେନ୍ଦ୍ରକୁ ନିଆଯାଇ ଚିକିତ୍ସା କରାଯାଇଛି। ବର୍ତ୍ତମାନ ସେମାନଙ୍କ ସ୍ଥିତି ସ୍ୱାଭାବିକ ଥିବା ଡାକ୍ତର ସୂଚନା ଦେଇଛନ୍ତି। ଜାତୀୟ କୃମିନାଶକ ଦିବସ ଅବସରରେ ବିଦ୍ୟାଳୟରେ ଛାତ୍ରଛାତ୍ରୀମାନଙ୍କୁ ଔଷଧ ଦିଆଯାଇଥିଲା। ଘଟଣା ପରେ ଅଭିଭାବକମାନଙ୍କ ମଧ୍ୟରେ ଚିନ୍ତା ଦେଖାଦେଇଥିଲା। ସ୍ୱାସ୍ଥ୍ୟ ବିଭାଗ ପକ୍ଷରୁ ଏ ନେଇ ତଦନ୍ତ କରାଯାଉଛି ବୋଲି ଜଣାପଡ଼ିଛି। [8, 1101, 418, 1140]
district-heading: ସୁନ୍ଦରଗଡ଼ [576, 304, 621, 319]
district-heading: ଭୁବନେଶ୍ୱର [8, 128, 67, 142]
event-item: ଗୁରୁଦେବ ନାମସଂକୀର୍ତ୍ତନ, ସ୍ଥାନ: ଖଣ୍ଡପଡ଼ା, ସମୟ: ସନ୍ଧ୍ୟା ୫ଟା। [290, 395, 408, 414]
cyan-mark [440, 1488, 448, 1496]
event-item: ୧୦୦ମ ଜନ୍ମ ଶତବାର୍ଷିକୀ ଉତ୍ସବ, ସ୍ଥାନ: ଖଡ଼ିଆଳ, ସମୟ: ସନ୍ଧ୍ୟା ୬ଟା। [576, 404, 686, 423]
district-heading: ଢେଙ୍କାନାଳ [145, 545, 200, 560]
logo-years: 51 [55, 22, 77, 40]
event-item: ସ୍ୱାସ୍ଥ୍ୟ ସଚେତନତା ଶିବିର, ସ୍ଥାନ: କୋମନା, ସମୟ: ସକାଳ ୯ଟା। [576, 425, 693, 445]
separator-dot [852, 760, 860, 768]
section-title: ରାଜ୍ୟ [785, 4, 855, 39]
event-item: କୃଷି ମେଳା, ସ୍ଥାନ: ଛତ୍ରପୁର, ସମୟ: ସକାଳ ୯ଟା। [145, 467, 278, 477]
story3-body: ଅଧିକ୍ଷକ ଏହି ନୋଟିସରେ ଉଲ୍ଲେଖ କରାଯାଇଛି ଯେ ପ୍ରଶାସନ ପକ୍ଷରୁ ପୂର୍ବରୁ ସମସ୍ତ ବିଭାଗକୁ ସୂଚନା ଦିଆଯାଇଥିଲା। ପ୍ୟାରେଡରେ ଭାଗ ନେବା ପାଇଁ ଏକ ପ୍ରସ୍ତୁତି ଦଳ ଗଠନ କରାଯାଇଥିଲା। କିନ୍ତୁ ନିର୍ଦ୍ଦିଷ୍ଟ ଦିନରେ ଦଳଟି ଉପସ୍ଥିତ ହୋଇନଥିଲା। ଏହାକୁ ନେଇ ଉଚ୍ଚ ଅଧିକାରୀମାନେ ଅସନ୍ତୋଷ ପ୍ରକାଶ କରିଛନ୍ତି। ଭବିଷ୍ୟତରେ ଏଭଳି ଘଟଣାର ପୁନରାବୃତ୍ତି ନହେବା ପାଇଁ କଡ଼ା ପଦକ୍ଷେପ ନିଆଯିବ ବୋଲି ଜଣାପଡ଼ିଛି। ସମ୍ପୃକ୍ତ ଅଧିକାରୀଙ୍କୁ ସାତ ଦିନ ମଧ୍ୟରେ ଲିଖିତ ଉତ୍ତର ଦେବାକୁ କୁହାଯାଇଛି। ଉତ୍ତର ସନ୍ତୋଷଜନକ ନହେଲେ ବିଭାଗୀୟ କାର୍ଯ୍ୟାନୁଷ୍ଠାନ ଗ୍ରହଣ କରାଯିବ। [236, 1268, 462, 1335]
zodiac-icon: ♌ [722, 586, 770, 630]
event-item: ଯୁବ ସମ୍ମିଳନୀ, ସ୍ଥାନ: ଜୁନାଗଡ଼, ସମୟ: ଅପରାହ୍ନ ୩ଟା। [433, 590, 567, 610]
